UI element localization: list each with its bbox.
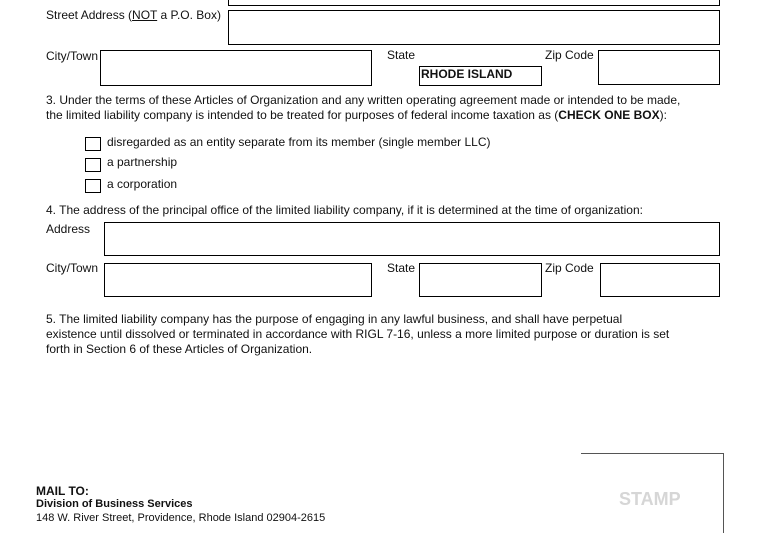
- zip-field-2[interactable]: [600, 263, 720, 297]
- checkbox-disregarded[interactable]: [85, 137, 101, 151]
- zip-label-2: Zip Code: [545, 261, 594, 275]
- mail-division: Division of Business Services: [36, 498, 193, 510]
- previous-field[interactable]: [228, 0, 720, 6]
- street-address-label: Street Address (NOT a P.O. Box): [46, 8, 221, 22]
- option-corporation-label: a corporation: [107, 177, 178, 191]
- section-4-text: 4. The address of the principal office of the limited liability company, if it is determined at the time of organization:: [46, 203, 643, 217]
- state-value: RHODE ISLAND: [421, 67, 513, 81]
- section-5-text: 5. The limited liability company has the purpose of engaging in any lawful business, and shall have perpetual existence until dissolved or terminated in accordance with RIGL 7-16, unless a more limited purpose or duration is set forth in Section 6 of these Articles of Organization.: [46, 312, 670, 356]
- state-field-2[interactable]: [419, 263, 542, 297]
- city-field-2[interactable]: [104, 263, 372, 297]
- city-field[interactable]: [100, 50, 372, 86]
- mail-address: 148 W. River Street, Providence, Rhode Island 02904-2615: [36, 512, 326, 524]
- section-3-text: 3. Under the terms of these Articles of Organization and any written operating agreement made or intended to be made, the limited liability company is intended to be treated for purposes of federal income taxation as (CHECK ONE BOX):: [46, 93, 681, 122]
- address-label: Address: [46, 222, 91, 236]
- state-label: State: [387, 48, 416, 62]
- option-partnership-label: a partnership: [107, 155, 178, 169]
- checkbox-corporation[interactable]: [85, 179, 101, 193]
- option-disregarded-label: disregarded as an entity separate from its member (single member LLC): [107, 135, 491, 149]
- street-address-field[interactable]: [228, 10, 720, 45]
- state-label-2: State: [387, 261, 416, 275]
- zip-label: Zip Code: [545, 48, 594, 62]
- checkbox-partnership[interactable]: [85, 158, 101, 172]
- stamp-label: STAMP: [619, 489, 681, 509]
- city-label: City/Town: [46, 49, 99, 63]
- city-label-2: City/Town: [46, 261, 99, 275]
- principal-address-field[interactable]: [104, 222, 720, 256]
- state-field[interactable]: [419, 66, 542, 86]
- zip-field[interactable]: [598, 50, 720, 85]
- mail-to-heading: MAIL TO:: [36, 484, 89, 498]
